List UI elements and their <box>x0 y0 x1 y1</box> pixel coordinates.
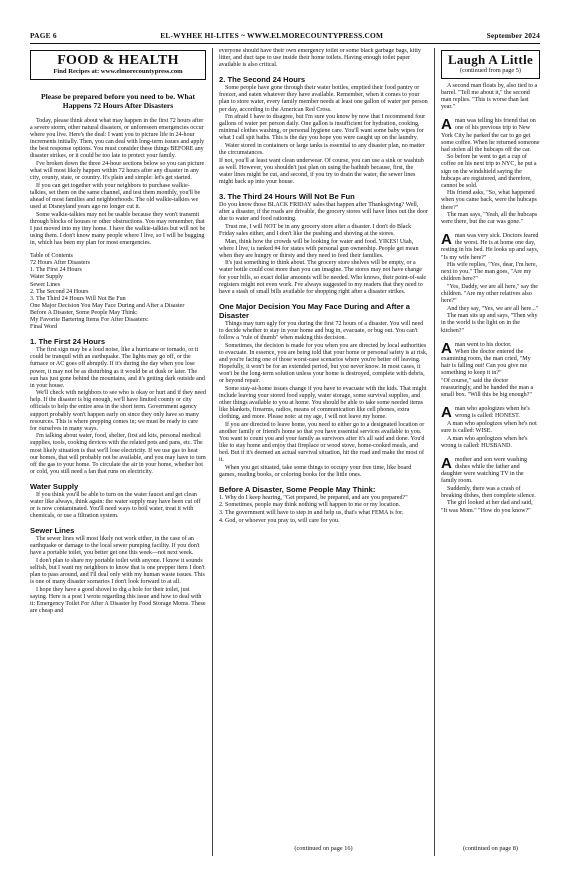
paper-name: EL-WYHEE HI-LITES ~ WWW.ELMORECOUNTYPRESS.COM <box>160 31 384 40</box>
body-paragraph: I hope they have a good shovel to dig a hole for their toilet, just saying. Here is a post I wrote regarding this issue and how to deal with it: Emergency Toilet For After A Disaster by Food Storage Moms. These are cheap and <box>30 586 206 615</box>
section-heading: Sewer Lines <box>30 526 75 536</box>
article-headline: Please be prepared before you need to be. What Happens 72 Hours After Disasters <box>40 92 196 110</box>
body-paragraph: Sometimes, the decision is made for you when you are directed by local authorities to evacuate. In essence, you are being told that your home or personal safety is at risk, and you're facing one of those worst-case scenarios where you're better off leaving. Hopefully, it won't be for an extended period, but you never know. In most cases, it won't be the long-term solution unless your home is destroyed, complete with debris, or beyond repair. <box>219 342 428 385</box>
toc-item: 1. The First 24 Hours <box>30 267 82 274</box>
intro-paragraph: I've broken down the three 24-hour sections below so you can picture what will most likely happen within 72 hours after any disaster in any city, county, state, or country. It's plain and simple: let's get started. <box>30 161 205 182</box>
section-heading: Before A Disaster, Some People May Think: <box>219 484 376 494</box>
body-paragraph: If not, you'll at least want clean underwear. Of course, you can use a sink or washtub as well. However, you shouldn't just plan on using the bathtub because, first, the water lines might be cut, and second, if you try to drain the water, the sewer lines might back up into your house. <box>219 157 424 185</box>
joke <box>441 233 540 334</box>
body-paragraph: Man, think how the crowds will be looking for water and food. YIKES! Utah, where I live, is ranked #4 for states with personal gun ownership. People get mean when they are hungry or thirsty and they need to feed their families. <box>219 238 419 259</box>
continued-note: (continued on page 16) <box>294 844 353 852</box>
toc-item: One Major Decision You May Face During and After a Disaster <box>30 302 185 309</box>
joke-text: The girl looked at her dad and said, "It was Mom." "How do you know?" <box>441 500 533 514</box>
masthead <box>30 30 540 44</box>
laugh-title: Laugh A Little <box>447 52 534 67</box>
body-paragraph: Some stay-at-home issues change if you have to evacuate with the kids. That might include leaving your stored food supply, water storage, some survival supplies, and other things available to you at home. You should be able to take some needed items like blankets, firearms, radios, means of communication like cell phones, extra clothing, and more. Please note: at my age, I will not leave my home. <box>219 385 427 421</box>
joke-text: And they say, "Yes, we are all here..." <box>447 305 539 312</box>
column-1 <box>30 48 212 856</box>
section-heading: One Major Decision You May Face During and After a Disaster <box>219 301 411 320</box>
body-paragraph: If you are directed to leave home, you need to either go to a designated location or another family or friend's home so that you have essential services available to you. You want to count you and your family as survivors after it's all said and done. You'd like to stay home and enjoy that fireplace or wood stove, home-cooked meals, and bed. But if it's deemed an actual survival situation, hit the road and make the most of it. <box>219 421 425 464</box>
body-paragraph: Water stored in containers or large tanks is essential to any disaster plan, no matter the circumstances. <box>219 143 425 157</box>
page-number: PAGE 6 <box>30 31 57 40</box>
list-item: 2. Sometimes, people may think nothing will happen to me or my location. <box>219 502 401 509</box>
continued-note: (continued on page 8) <box>462 844 519 852</box>
drop-cap: A <box>441 116 452 134</box>
joke-text: A second man floats by, also tied to a barrel. "Tell me about it," the second man replies. "This is worse than last year." <box>441 83 538 111</box>
section-heading: 3. The Third 24 Hours Will Not Be Fun <box>219 192 355 202</box>
joke-text: His friend asks, "So, what happened when you came back, were the hubcaps there?" <box>441 190 537 211</box>
joke <box>441 83 540 111</box>
joke-text: A man who apologizes when he's not sure is called: WISE. <box>441 421 537 435</box>
joke-text: "Yes, Daddy, we are all here," say the children. "Are my other relatives also here?" <box>441 283 538 305</box>
joke-text: So before he went to get a cup of coffee on his next trip to NYC, he put a sign on the windshield saying the hubcaps are registered, and therefore, cannot be sold. <box>441 154 537 189</box>
intro <box>30 118 206 247</box>
joke-text: mother and son were washing dishes while the father and daughter were watching TV in the family room. <box>441 456 528 485</box>
intro-paragraph: Some walkie-talkies may not be usable because they won't transmit through blocks of houses or other obstructions. You may remember, that I just moved into my tiny home. I have the walkie-talkies but will not be using them. I don't know many people where I live, so I will be bugging in, which has been my plan for most emergencies. <box>30 211 206 247</box>
body-paragraph: The sewer lines will most likely not work either, in the case of an earthquake or damage to the local sewer pumping facility. If you don't have a portable toilet, you better get one this week—not next week. <box>30 536 200 557</box>
newspaper-page <box>30 30 540 856</box>
toc-item: Before A Disaster, Some People May Think: <box>30 309 138 316</box>
joke-text: Suddenly, there was a crash of breaking dishes, then complete silence. <box>441 485 536 499</box>
joke <box>441 118 540 226</box>
column-2 <box>212 48 434 856</box>
toc-item: Table of Contents <box>30 253 73 260</box>
joke-text: man went to his doctor. <box>454 341 512 348</box>
food-health-header <box>30 50 206 80</box>
body-paragraph: Some people have gone through their water bottles, emptied their food pantry or freezer, and eaten whatever they have available. Remember, when it comes to your plan to store water, every family member needs at least one gallon of water per person per day, according to the American Red Cross. <box>219 85 428 113</box>
toc-item: 72 Hours After Disasters <box>30 260 90 267</box>
drop-cap: A <box>441 404 452 422</box>
toc-item: 3. The Third 24 Hours Will Not Be Fun <box>30 295 126 302</box>
drop-cap: A <box>441 339 452 357</box>
joke-text: His wife replies, "Yes, dear, I'm here, next to you." The man goes, "Are my children here?" <box>441 262 538 283</box>
section-heading: 1. The First 24 Hours <box>30 337 106 347</box>
body-paragraph: I'm talking about water, food, shelter, first aid kits, personal medical supplies, tools, cooking devices with the related pots and pans, etc. The most likely situation is that we'll lose electricity. If we use gas to heat our homes, that will probably not be available, and you may have to turn off the gas to your home. To circulate the air in your home, whether hot or cold, you still need a fan that runs on electricity. <box>30 433 206 475</box>
body-paragraph: everyone should have their own emergency toilet or some black garbage bags, kitty litter, and duct tape to use inside their home toilets. Having enough toilet paper available is also critical. <box>219 48 421 69</box>
laugh-a-little-header <box>441 50 540 79</box>
body-paragraph: Things may turn ugly for you during the first 72 hours of a disaster. You will need to decide whether to stay in your home and bug in, evacuate, or bug out. You can't follow a "rule of thumb" when making this decision. <box>219 320 424 341</box>
section-heading: 2. The Second 24 Hours <box>219 75 306 85</box>
body-paragraph: When you get situated, take some things to occupy your free time, like board games, reading books, or coloring books for the little ones. <box>219 464 412 478</box>
body-paragraph: I don't plan to share my portable toilet with anyone. I know it sounds selfish, but I want my neighbors to know that is one prepper item I don't plan to pass around, and I'll deal only with my human waste issues. This is one of many disaster scenarios I don't look forward to at all. <box>30 558 205 586</box>
joke-text: man was very sick. Doctors feared the worst. He is at home one day, resting in his bed. He looks up and says, "Is my wife here?" <box>441 233 539 261</box>
body-paragraph: Trust me, I will NOT be in any grocery store after a disaster. I don't do Black Friday sales either, and I don't like the pushing and shoving at the stores. <box>219 223 412 237</box>
body-paragraph: We'll check with neighbors to see who is okay or hurt and if they need help. If the disaster is big enough, we'll have limited county or city officials to help the entire area in the short term. Government agency support probably won't happen early on since they only have so many resources. This is where prepping comes in; we must be ready to care for ourselves in many ways. <box>30 390 206 432</box>
drop-cap: A <box>441 454 452 472</box>
intro-paragraph: If you can get together with your neighbors to purchase walkie-talkies, set them on the same channel, and test them monthly, you'll be ahead of most families and neighborhoods. The old walkie-talkies we used at Disneyland years ago no longer cut it. <box>30 182 201 211</box>
continued-from: (continued from page 5) <box>459 67 522 74</box>
table-of-contents <box>30 253 206 331</box>
columns <box>30 48 540 856</box>
intro-paragraph: Today, please think about what may happen in the first 72 hours after a severe storm, other natural disasters, or unforeseen emergencies occur where you live. Here's the deal: I want you to picture life in 24-hour increments initially. Then, you can deal with long-term issues and apply the best response options. You must consider these things BEFORE any disaster strikes, or it could be too late to protect your family. <box>30 118 205 160</box>
issue-date: September 2024 <box>486 31 540 40</box>
section-heading: Water Supply <box>30 481 79 491</box>
joke-text: The man sits up and says, "Then why in the world is the light on in the kitchen?" <box>441 313 538 334</box>
list-item: 1. Why do I keep hearing, "Get prepared, be prepared, and are you prepared?" <box>219 494 408 501</box>
body-paragraph: If you think you'll be able to turn on the water faucet and get clean water like always, think again: the water supply may have been cut off or is now contaminated. You'll need ways to boil water, treat it with chemicals, or use a filtration system. <box>30 491 201 520</box>
joke-text: man was telling his friend that on one of his previous trip to New York City he parked the car to go get some coffee. When he returned someone had stolen all the hubcaps off the car. <box>441 118 540 153</box>
toc-item: Final Word <box>30 324 58 331</box>
joke <box>441 339 540 400</box>
drop-cap: A <box>441 231 452 249</box>
list-item: 4. God, or whoever you pray to, will care for you. <box>219 517 340 524</box>
joke-text: The man says, "Yeah, all the hubcaps were there, but the car was gone." <box>441 212 538 226</box>
body-paragraph: I'm afraid I have to disagree, but I'm sure you know by now that I recommend four gallons of water per person daily. One gallon is insufficient for hydration, cooking, minimal clothes washing, or personal hygiene care. You'll want some baby wipes for what I call spit baths. This is the day you hope you were caught up on the laundry. <box>219 114 426 142</box>
joke-text: man who apologizes when he's wrong is called: HONEST. <box>454 406 530 420</box>
list-item: 3. The government will have to step in and help us, that's what FEMA is for. <box>219 510 404 517</box>
joke-text: A man who apologizes when he's wrong is called: HUSBAND. <box>441 435 528 449</box>
body-paragraph: It's just something to think about. The grocery store shelves will be empty, or a water bottle could cost more than you can imagine. The stores may not have change for your bills, so exact dollar amounts will be needed. Who knows, their point-of-sale registers might not even work. I've always suggested to my readers that they need to have a stash of small bills available for shopping right after a disaster strikes. <box>219 260 427 295</box>
food-health-title: FOOD & HEALTH <box>57 53 179 68</box>
recipes-link: Find Recipes at: www.elmorecountypress.com <box>53 68 183 75</box>
joke-text: When the doctor entered the examining room, the man cried, "My hair is falling out! Can you give me something to keep it in?" <box>441 349 531 377</box>
body-paragraph: Do you know those BLACK FRIDAY sales that happen after Thanksgiving? Well, after a disaster, if the roads are drivable, the grocery stores will have lines out the door due to water and food rationing. <box>219 202 428 223</box>
body-paragraph: The first sign may be a loud noise, like a hurricane or tornado, or it could be tranquil with an earthquake. The lights may go off, or the furnace or AC goes off abruptly. If it's during the day when you lose power, it may not be as disturbing as it would be at dusk or later. The sun has just gone behind the mountains, and it's getting dark outside and in your house. <box>30 347 205 389</box>
toc-item: My Favorite Bartering Items For After Disasters: <box>30 317 149 324</box>
joke <box>441 406 540 450</box>
toc-item: 2. The Second 24 Hours <box>30 288 89 295</box>
column-3 <box>434 48 540 856</box>
toc-item: Sewer Lines <box>30 281 61 288</box>
joke-text: "Of course," said the doctor reassuringly, and he handed the man a small box. "Will this be big enough?" <box>441 378 534 399</box>
toc-item: Water Supply <box>30 274 63 281</box>
joke <box>441 454 540 515</box>
